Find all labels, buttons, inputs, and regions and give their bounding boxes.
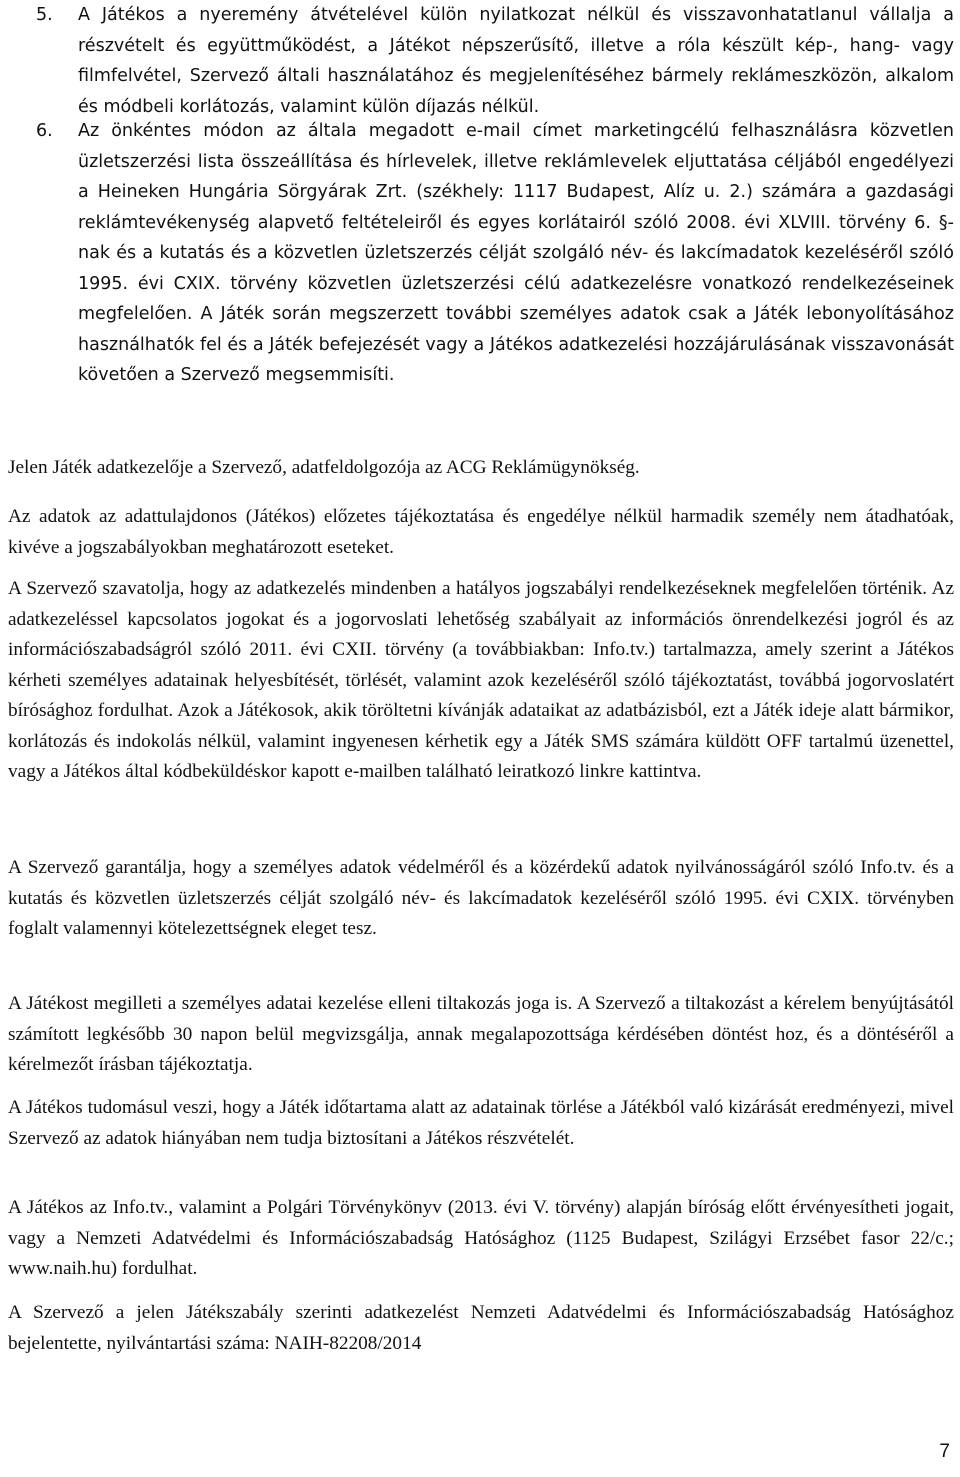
list-item-6 bbox=[8, 116, 954, 391]
paragraph-data-transfer: Az adatok az adattulajdonos (Játékos) előzetes tájékoztatása és engedélye nélkül harmadik személy nem átadhatóak, kivéve a jogszabályokban meghatározott eseteket. bbox=[8, 506, 954, 558]
paragraph-data-deletion: A Játékos tudomásul veszi, hogy a Játék időtartama alatt az adatainak törlése a Játékból való kizárását eredményezi, mivel Szervező az adatok hiányában nem tudja biztosítani a Játékos részvételét. bbox=[8, 1097, 954, 1149]
list-item-text: Az önkéntes módon az általa megadott e-mail címet marketingcélú felhasználásra közvetlen üzletszerzési lista összeállítása és hírlevelek, illetve reklámlevelek eljuttatása céljából engedélyezi a Heineken Hungária Sörgyárak Zrt. (székhely: 1117 Budapest, Alíz u. 2.) számára a gazdasági reklámtevékenység alapvető feltételeiről és egyes korlátairól szóló 2008. évi XLVIII. törvény 6. §-nak és a kutatás és a közvetlen üzletszerzés célját szolgáló név- és lakcímadatok kezeléséről szóló 1995. évi CXIX. törvény közvetlen üzletszerzési célú adatkezelésre vonatkozó rendelkezéseinek megfelelően. A Játék során megszerzett további személyes adatok csak a Játék lebonyolításához használhatók fel és a Játék befejezését vagy a Játékos adatkezelési hozzájárulásának visszavonását követően a Szervező megsemmisíti. bbox=[78, 121, 954, 385]
list-item-text: A Játékos a nyeremény átvételével külön nyilatkozat nélkül és visszavonhatatlanul vállalja a részvételt és együttműködést, a Játékot népszerűsítő, illetve a róla készült kép-, hang- vagy filmfelvétel, Szervező általi használatához és megjelenítéséhez bármely reklámeszközön, alkalom és módbeli korlátozás, valamint külön díjazás nélkül. bbox=[78, 5, 954, 117]
list-item-number: 5. bbox=[36, 5, 53, 25]
list-item-5 bbox=[8, 0, 954, 122]
paragraph-legal-remedy: A Játékos az Info.tv., valamint a Polgári Törvénykönyv (2013. évi V. törvény) alapján bíróság előtt érvényesítheti jogait, vagy a Nemzeti Adatvédelmi és Információszabadság Hatósághoz (1125 Budapest, Szilágyi Erzsébet fasor 22/c.; www.naih.hu) fordulhat. bbox=[8, 1197, 954, 1279]
page-number: 7 bbox=[939, 1441, 950, 1462]
list-item-number: 6. bbox=[36, 121, 53, 141]
paragraph-registration: A Szervező a jelen Játékszabály szerinti adatkezelést Nemzeti Adatvédelmi és Információszabadság Hatósághoz bejelentette, nyilvántartási száma: NAIH-82208/2014 bbox=[8, 1302, 954, 1354]
paragraph-legal-compliance: A Szervező szavatolja, hogy az adatkezelés mindenben a hatályos jogszabályi rendelkezéseknek megfelelően történik. Az adatkezeléssel kapcsolatos jogokat és a jogorvoslati lehetőség szabályait az információs önrendelkezési jogról és az információszabadságról szóló 2011. évi CXII. törvény (a továbbiakban: Info.tv.) tartalmazza, amely szerint a Játékos kérheti személyes adatainak helyesbítését, törlését, valamint azok kezeléséről szóló tájékoztatást, továbbá jogorvoslatért bírósághoz fordulhat. Azok a Játékosok, akik töröltetni kívánják adataikat az adatbázisból, ezt a Játék ideje alatt bármikor, korlátozás és indokolás nélkül, valamint ingyenesen kérhetik egy a Játék SMS számára küldött OFF tartalmú üzenettel, vagy a Játékos által kódbeküldéskor kapott e-mailben található leiratkozó linkre kattintva. bbox=[8, 578, 954, 782]
paragraph-data-controller: Jelen Játék adatkezelője a Szervező, adatfeldolgozója az ACG Reklámügynökség. bbox=[8, 457, 640, 478]
paragraph-objection-right: A Játékost megilleti a személyes adatai kezelése elleni tiltakozás joga is. A Szervező a tiltakozást a kérelem benyújtásától számított legkésőbb 30 napon belül megvizsgálja, annak megalapozottsága kérdésében döntést hoz, és a döntéséről a kérelmezőt írásban tájékoztatja. bbox=[8, 993, 954, 1075]
paragraph-guarantee: A Szervező garantálja, hogy a személyes adatok védelméről és a közérdekű adatok nyilvánosságáról szóló Info.tv. és a kutatás és közvetlen üzletszerzés célját szolgáló név- és lakcímadatok kezeléséről szóló 1995. évi CXIX. törvényben foglalt valamennyi kötelezettségnek eleget tesz. bbox=[8, 857, 954, 939]
